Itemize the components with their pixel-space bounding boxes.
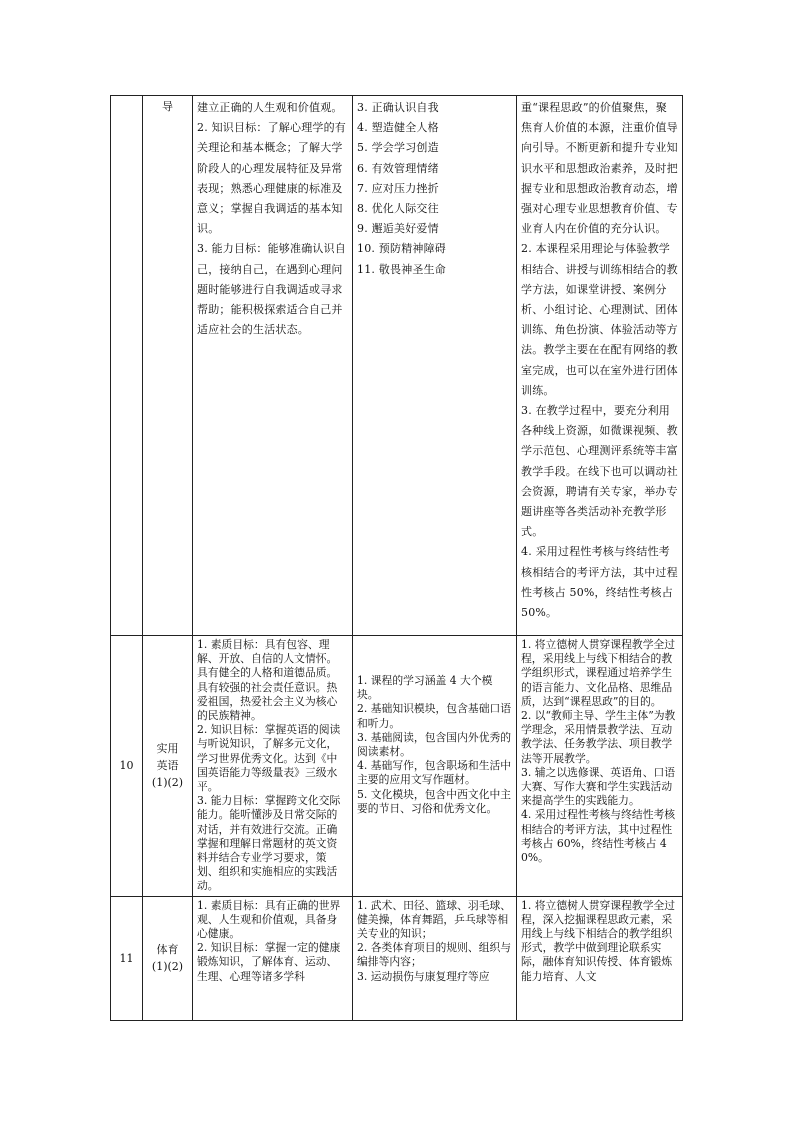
requirement-item: 3. 在教学过程中，要充分利用各种线上资源，如微课视频、教学示范包、心理测评系统等丰富教学手段。在线下也可以调动社会资源，聘请有关专家，举办专题讲座等各类活动补充教学形式。 bbox=[521, 404, 678, 539]
content-item: 1. 课程的学习涵盖 4 大个模块。 bbox=[357, 674, 493, 702]
content-item: 3. 基础阅读，包含国内外优秀的阅读素材。 bbox=[357, 730, 512, 759]
content-item: 10. 预防精神障碍 bbox=[357, 242, 446, 256]
course-name bbox=[143, 96, 193, 636]
course-goals bbox=[193, 896, 353, 1020]
content-item: 2. 各类体育项目的规则、组织与编排等内容； bbox=[357, 941, 512, 969]
course-name-text: (1)(2) bbox=[151, 776, 184, 790]
course-table bbox=[110, 95, 683, 1021]
requirement-item: 1. 将立德树人贯穿课程教学全过程，深入挖掘课程思政元素，采用线上与线下相结合的教学组织形式，教学中做到理论联系实际，融体育知识传授、体育锻炼能力培育、人文 bbox=[521, 898, 676, 983]
content-item: 1. 武术、田径、篮球、羽毛球、健美操，体育舞蹈，乒乓球等相关专业的知识； bbox=[357, 898, 512, 941]
content-item: 9. 邂逅美好爱情 bbox=[357, 222, 439, 236]
course-goals bbox=[193, 96, 353, 636]
course-name bbox=[143, 896, 193, 1020]
course-name-text: 导 bbox=[162, 100, 173, 113]
course-content bbox=[353, 896, 517, 1020]
requirement-item: 4. 采用过程性考核与终结性考核相结合的考评方法，其中过程性考核占 60%，终结性考核占 40%。 bbox=[521, 808, 676, 865]
content-item: 11. 敬畏神圣生命 bbox=[357, 262, 446, 276]
requirement-item: 4. 采用过程性考核与终结性考核相结合的考评方法，其中过程性考核占 50%，终结性考核占 50%。 bbox=[521, 545, 678, 620]
course-name-text: 体育 bbox=[156, 943, 179, 957]
course-name-text: (1)(2) bbox=[151, 960, 184, 974]
requirement-item: 2. 以“教师主导、学生主体”为教学理念，采用情景教学法、互动教学法、任务教学法、项目教学法等开展教学。 bbox=[521, 709, 676, 765]
content-item: 2. 基础知识模块，包含基础口语和听力。 bbox=[357, 702, 512, 730]
course-goals bbox=[193, 636, 353, 897]
row-number bbox=[111, 96, 143, 636]
goal-item: 2. 知识目标：了解心理学的有关理论和基本概念；了解大学阶段人的心理发展特征及异常表现；熟悉心理健康的标准及意义；掌握自我调适的基本知识。 bbox=[197, 121, 346, 236]
requirement-item: 重“课程思政”的价值聚焦，聚焦育人价值的本源，注重价值导向引导。不断更新和提升专业知识水平和思想政治素养，及时把握专业和思想政治教育动态，增强对心理专业思想教育价值、专业育人内在价值的充分认识。 bbox=[521, 101, 678, 236]
teaching-requirements bbox=[517, 636, 683, 897]
course-name-text: 英语 bbox=[156, 759, 179, 773]
row-number: 10 bbox=[111, 636, 143, 897]
goal-item: 3. 能力目标：掌握跨文化交际能力。能听懂涉及日常交际的对话，并有效进行交流。正确掌握和理解日常题材的英文资料并结合专业学习要求，策划、组织和实施相应的实践活动。 bbox=[197, 794, 341, 893]
content-item: 6. 有效管理情绪 bbox=[357, 161, 439, 175]
goal-item: 建立正确的人生观和价值观。 bbox=[197, 101, 343, 114]
content-item: 3. 运动损伤与康复理疗等应 bbox=[357, 969, 490, 983]
requirement-item: 1. 将立德树人贯穿课程教学全过程，采用线上与线下相结合的教学组织形式，课程通过培养学生的语言能力、文化品格、思维品质，达到“课程思政”的目的。 bbox=[521, 638, 676, 708]
content-item: 3. 正确认识自我 bbox=[357, 101, 439, 114]
content-item: 8. 优化人际交往 bbox=[357, 202, 439, 216]
content-item: 4. 基础写作，包含职场和生活中主要的应用文写作题材。 bbox=[357, 759, 512, 787]
content-item: 4. 塑造健全人格 bbox=[357, 121, 439, 135]
teaching-requirements bbox=[517, 896, 683, 1020]
content-item: 7. 应对压力挫折 bbox=[357, 181, 439, 195]
requirement-item: 3. 辅之以选修课、英语角、口语大赛、写作大赛和学生实践活动来提高学生的实践能力。 bbox=[521, 765, 676, 808]
goal-item: 2. 知识目标：掌握英语的阅读与听说知识，了解多元文化，学习世界优秀文化。达到《中国英语能力等级量表》三级水平。 bbox=[197, 723, 341, 794]
goal-item: 1. 素质目标：具有包容、理解、开放、自信的人文情怀。具有健全的人格和道德品质。具有较强的社会责任意识。热爱祖国，热爱社会主义为核心的民族精神。 bbox=[197, 638, 338, 723]
table-row bbox=[111, 96, 683, 636]
content-item: 5. 文化模块，包含中西文化中主要的节日、习俗和优秀文化。 bbox=[357, 787, 512, 815]
content-item: 5. 学会学习创造 bbox=[357, 141, 439, 155]
teaching-requirements bbox=[517, 96, 683, 636]
goal-item: 1. 素质目标：具有正确的世界观、人生观和价值观，具备身心健康。 bbox=[197, 898, 341, 941]
goal-item: 3. 能力目标：能够准确认识自己，接纳自己，在遇到心理问题时能够进行自我调适或寻求帮助；能积极探索适合自己并适应社会的生活状态。 bbox=[197, 242, 346, 337]
table-row bbox=[111, 636, 683, 897]
table-row bbox=[111, 896, 683, 1020]
course-content bbox=[353, 96, 517, 636]
course-name-text: 实用 bbox=[156, 742, 179, 756]
goal-item: 2. 知识目标：掌握一定的健康锻炼知识，了解体育、运动、生理、心理等诸多学科 bbox=[197, 941, 341, 983]
course-name bbox=[143, 636, 193, 897]
row-number: 11 bbox=[111, 896, 143, 1020]
course-content bbox=[353, 636, 517, 897]
requirement-item: 2. 本课程采用理论与体验教学相结合、讲授与训练相结合的教学方法，如课堂讲授、案例分析、小组讨论、心理测试、团体训练、角色扮演、体验活动等方法。教学主要在在配有网络的教室完成，也可以在室外进行团体训练。 bbox=[521, 242, 678, 397]
